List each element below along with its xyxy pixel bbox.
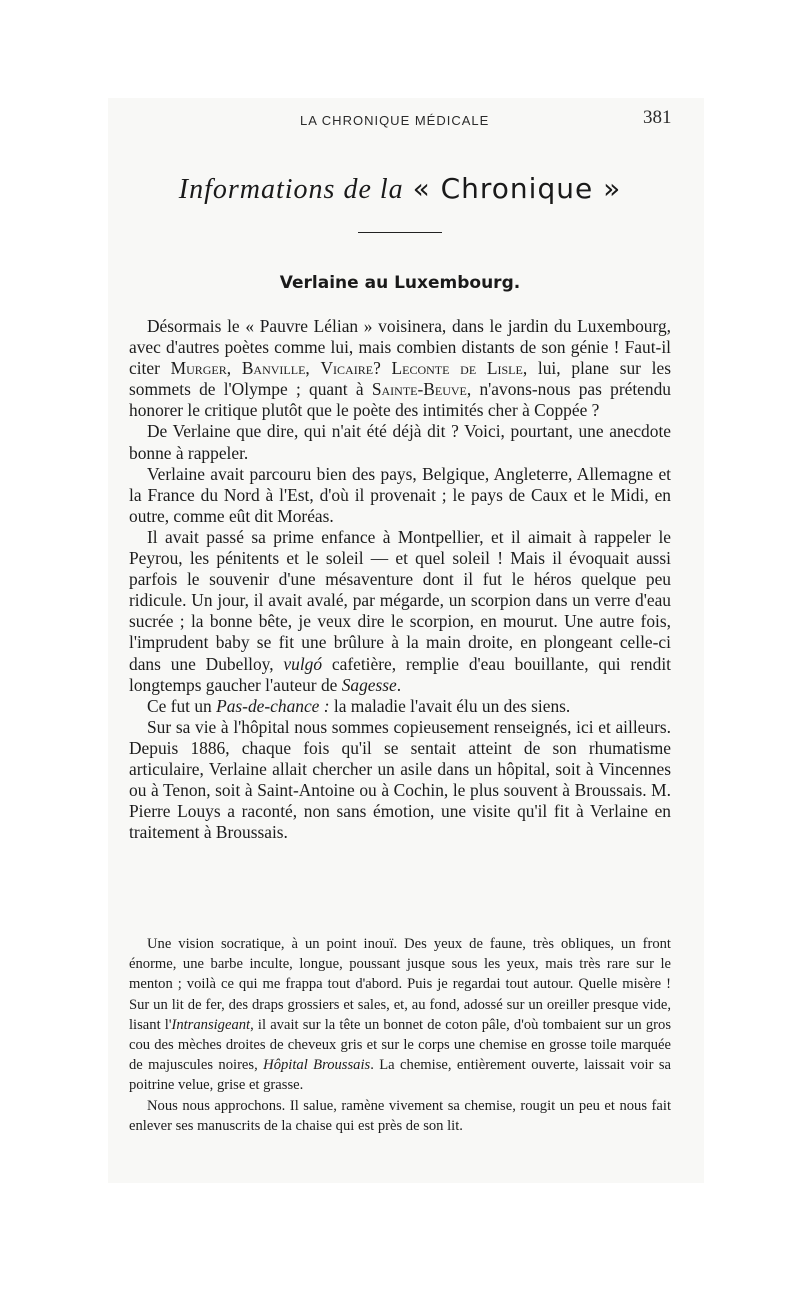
quote-paragraph: Une vision socratique, à un point inouï. Des yeux de faune, très obliques, un front énorme, une barbe inculte, longue, poussant jusque sous les yeux, mais très rare sur le menton ; voilà ce qui me frappa tout d'abord. Puis je regardai tout autour. Quelle misère ! Sur un lit de fer, des draps grossiers et sales, et, au fond, adossé sur un oreiller presque vide, lisant l'Intransigeant, il avait sur la tête un bonnet de coton pâle, d'où tombaient sur un gros cou des mèches droites de cheveux gris et sur le corps une chemise en grosse toile marquée de majuscules noires, Hôpital Broussais. La chemise, entièrement ouverte, laissait voir sa poitrine velue, grise et grasse.	[129, 936, 672, 1094]
block-quote	[129, 934, 671, 1136]
name-banville: Banville	[241, 358, 306, 379]
quote-paragraph: Nous nous approchons. Il salue, ramène vivement sa chemise, rougit un peu et nous fait enlever ses manuscrits de la chaise qui est près de son lit.	[129, 1097, 671, 1134]
paragraph: Ce fut un Pas-de-chance : la maladie l'avait élu un des siens.	[147, 695, 571, 716]
name-sainte-beuve: Sainte-Beuve	[371, 379, 467, 400]
page-number: 381	[643, 107, 672, 128]
title-rule	[358, 232, 442, 233]
emphasis-intransigeant: Intransigeant	[171, 1016, 251, 1033]
running-header: LA CHRONIQUE MÉDICALE	[300, 113, 490, 128]
name-leconte-de-lisle: Leconte de Lisle	[391, 358, 523, 379]
paragraph: Il avait passé sa prime enfance à Montpellier, et il aimait à rappeler le Peyrou, les pénitents et le soleil — et quel soleil ! Mais il évoquait aussi parfois le souvenir d'une mésaventure dont il fut le héros quelque peu ridicule. Un jour, il avait avalé, par mégarde, un scorpion dans un verre d'eau sucrée ; la bonne bête, je veux dire le scorpion, en mourut. Une autre fois, l'imprudent baby se fit une brûlure à la main droite, en plongeant celle-ci dans une Dubelloy, vulgó cafetière, remplie d'eau bouillante, qui rendit longtemps gaucher l'auteur de Sagesse.	[129, 526, 671, 695]
emphasis-sagesse: Sagesse	[341, 674, 397, 695]
article-title	[0, 172, 800, 206]
article-body	[129, 316, 671, 843]
section-title: Verlaine au Luxembourg.	[279, 273, 521, 293]
name-vicaire: Vicaire	[320, 358, 374, 379]
paragraph: De Verlaine que dire, qui n'ait été déjà dit ? Voici, pourtant, une anecdote bonne à rappeler.	[129, 421, 671, 463]
name-murger: Murger	[170, 358, 227, 379]
emphasis-vulgo: vulgó	[283, 653, 323, 674]
emphasis-hopital-broussais: Hôpital Broussais	[263, 1057, 371, 1074]
paragraph: Verlaine avait parcouru bien des pays, Belgique, Angleterre, Allemagne et la France du Nord à l'Est, d'où il provenait ; le pays de Caux et le Midi, en outre, comme eût dit Moréas.	[129, 463, 671, 526]
emphasis-pas-de-chance: Pas-de-chance :	[216, 695, 330, 716]
paragraph: Désormais le « Pauvre Lélian » voisinera, dans le jardin du Luxembourg, avec d'autres poètes comme lui, mais combien distants de son génie ! Faut-il citer Murger, Banville, Vicaire? Leconte de Lisle, lui, plane sur les sommets de l'Olympe ; quant à Sainte-Beuve, n'avons-nous pas prétendu honorer le critique plutôt que le poète des intimités cher à Coppée ?	[129, 316, 671, 421]
paragraph: Sur sa vie à l'hôpital nous sommes copieusement renseignés, ici et ailleurs. Depuis 1886, chaque fois qu'il se sentait atteint de son rhumatisme articulaire, Verlaine allait chercher un asile dans un hôpital, soit à Vincennes ou à Tenon, soit à Saint-Antoine ou à Cochin, le plus souvent à Broussais. M. Pierre Louys a raconté, non sans émotion, une visite qu'il fit à Verlaine en traitement à Broussais.	[129, 716, 671, 843]
article-title-chronique: « Chronique »	[412, 172, 622, 205]
article-title-script: Informations de la	[178, 174, 404, 205]
